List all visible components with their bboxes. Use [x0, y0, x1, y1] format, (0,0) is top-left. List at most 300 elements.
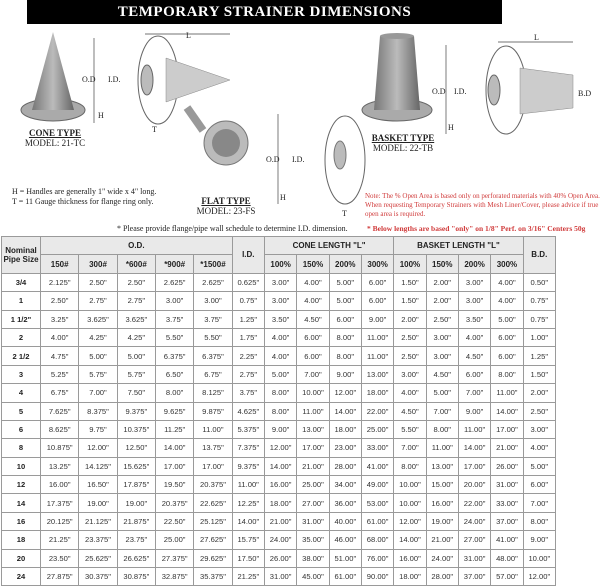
table-cell: 14.125"	[79, 457, 117, 475]
table-cell: 24.00"	[264, 531, 296, 549]
table-cell: 3.00"	[458, 273, 490, 291]
subheader-cell: 150%	[426, 255, 458, 273]
cone-H-label: H	[98, 111, 104, 120]
basket-H-label: H	[448, 123, 454, 132]
table-cell: 8.625"	[41, 420, 79, 438]
table-cell: 14.00"	[458, 439, 490, 457]
table-cell: 19.00"	[426, 512, 458, 530]
subheader-cell: 300%	[491, 255, 523, 273]
table-cell: 24.00"	[458, 512, 490, 530]
table-cell: 12.25"	[232, 494, 264, 512]
table-cell: 25.625"	[79, 549, 117, 567]
table-cell: 12.00"	[264, 439, 296, 457]
table-cell: 14.00"	[329, 402, 361, 420]
table-cell: 11.00"	[232, 476, 264, 494]
cone-model-label: MODEL: 21-TC	[24, 138, 86, 148]
table-row	[2, 420, 556, 438]
flat-H-label: H	[280, 193, 286, 202]
table-cell: 4.50"	[394, 402, 426, 420]
table-cell: 12.00"	[79, 439, 117, 457]
table-cell: 3.00"	[458, 292, 490, 310]
header-id: I.D.	[232, 237, 264, 274]
table-cell: 2.625"	[194, 273, 232, 291]
table-cell: 14.00"	[264, 457, 296, 475]
table-cell: 8.00"	[264, 402, 296, 420]
table-row	[2, 476, 556, 494]
table-row	[2, 549, 556, 567]
table-cell: 5.75"	[117, 365, 155, 383]
table-cell: 17.50"	[232, 549, 264, 567]
table-cell: 9.875"	[194, 402, 232, 420]
pipe-size-cell: 5	[2, 402, 41, 420]
table-cell: 22.50"	[155, 512, 193, 530]
table-cell: 21.00"	[491, 439, 523, 457]
table-cell: 10.00"	[523, 549, 555, 567]
table-cell: 10.875"	[41, 439, 79, 457]
basket-type-label: BASKET TYPE	[371, 133, 435, 143]
table-cell: 40.00"	[329, 512, 361, 530]
table-cell: 11.00"	[458, 420, 490, 438]
table-cell: 11.00"	[361, 347, 393, 365]
table-cell: 6.00"	[361, 273, 393, 291]
table-cell: 8.00"	[329, 347, 361, 365]
table-row	[2, 328, 556, 346]
open-area-note: Note: The % Open Area is based only on perforated materials with 40% Open Area. When requesting Temporary Strainers with Mesh Liner/Cover, please advice if true open area is required.	[365, 192, 600, 218]
table-cell: 21.25"	[41, 531, 79, 549]
table-cell: 35.00"	[297, 531, 329, 549]
lengths-note: * Below lengths are based "only" on 1/8" Perf. on 3/16" Centers 50g	[367, 224, 586, 233]
table-cell: 4.00"	[264, 328, 296, 346]
table-cell: 9.00"	[264, 420, 296, 438]
table-cell: 3.50"	[264, 310, 296, 328]
table-cell: 8.00"	[523, 512, 555, 530]
schedule-note: * Please provide flange/pipe wall schedule to determine I.D. dimension.	[117, 224, 348, 233]
table-cell: 20.375"	[155, 494, 193, 512]
table-cell: 6.00"	[297, 347, 329, 365]
table-cell: 22.00"	[361, 402, 393, 420]
pipe-size-cell: 1	[2, 292, 41, 310]
pipe-size-cell: 2 1/2	[2, 347, 41, 365]
table-cell: 3.00"	[426, 347, 458, 365]
table-cell: 3.625"	[79, 310, 117, 328]
table-cell: 1.75"	[232, 328, 264, 346]
table-cell: 6.00"	[329, 310, 361, 328]
table-cell: 9.75"	[79, 420, 117, 438]
table-cell: 3.00"	[194, 292, 232, 310]
table-cell: 16.50"	[79, 476, 117, 494]
table-cell: 0.75"	[232, 292, 264, 310]
table-cell: 19.00"	[117, 494, 155, 512]
table-cell: 8.125"	[194, 384, 232, 402]
table-cell: 4.50"	[426, 365, 458, 383]
table-cell: 27.875"	[41, 568, 79, 586]
table-cell: 12.00"	[394, 512, 426, 530]
table-cell: 68.00"	[361, 531, 393, 549]
table-cell: 23.50"	[41, 549, 79, 567]
subheader-cell: 300%	[361, 255, 393, 273]
table-row	[2, 310, 556, 328]
table-cell: 45.00"	[297, 568, 329, 586]
gauge-note: T = 11 Gauge thickness for flange ring only.	[12, 197, 154, 206]
basket-dimension-diagram	[432, 30, 600, 140]
table-cell: 2.50"	[394, 328, 426, 346]
table-cell: 4.00"	[297, 292, 329, 310]
table-cell: 11.00"	[297, 402, 329, 420]
subheader-cell: 100%	[264, 255, 296, 273]
table-cell: 46.00"	[329, 531, 361, 549]
table-cell: 6.50"	[155, 365, 193, 383]
cone-strainer-photo	[18, 30, 88, 125]
table-cell: 3.00"	[426, 328, 458, 346]
table-cell: 17.00"	[458, 457, 490, 475]
table-cell: 25.125"	[194, 512, 232, 530]
table-cell: 7.375"	[232, 439, 264, 457]
table-cell: 25.00"	[297, 476, 329, 494]
table-cell: 1.25"	[523, 347, 555, 365]
table-cell: 2.75"	[232, 365, 264, 383]
table-cell: 27.625"	[194, 531, 232, 549]
table-cell: 22.00"	[458, 494, 490, 512]
table-cell: 9.625"	[155, 402, 193, 420]
table-cell: 0.50"	[523, 273, 555, 291]
table-cell: 3.00"	[264, 273, 296, 291]
table-row	[2, 402, 556, 420]
table-cell: 5.375"	[232, 420, 264, 438]
table-cell: 20.125"	[41, 512, 79, 530]
table-cell: 8.00"	[329, 328, 361, 346]
table-cell: 53.00"	[361, 494, 393, 512]
table-cell: 11.00"	[194, 420, 232, 438]
table-cell: 17.875"	[117, 476, 155, 494]
subheader-cell: 150%	[297, 255, 329, 273]
table-row	[2, 457, 556, 475]
header-nominal-pipe-size: Nominal Pipe Size	[2, 237, 41, 274]
pipe-size-cell: 4	[2, 384, 41, 402]
table-cell: 5.00"	[426, 384, 458, 402]
pipe-size-cell: 6	[2, 420, 41, 438]
table-cell: 76.00"	[361, 549, 393, 567]
flat-dimension-diagram	[266, 110, 370, 220]
table-cell: 2.50"	[394, 347, 426, 365]
table-cell: 3.50"	[458, 310, 490, 328]
table-cell: 13.00"	[426, 457, 458, 475]
table-cell: 41.00"	[361, 457, 393, 475]
table-cell: 2.00"	[523, 384, 555, 402]
table-cell: 10.00"	[394, 494, 426, 512]
table-cell: 1.50"	[523, 365, 555, 383]
table-cell: 3.00"	[394, 365, 426, 383]
table-cell: 18.00"	[264, 494, 296, 512]
table-cell: 26.625"	[117, 549, 155, 567]
table-cell: 28.00"	[329, 457, 361, 475]
pipe-size-cell: 14	[2, 494, 41, 512]
table-cell: 2.50"	[426, 310, 458, 328]
flat-ID-label: I.D.	[292, 155, 305, 164]
table-row	[2, 292, 556, 310]
table-cell: 4.50"	[297, 310, 329, 328]
table-cell: 17.00"	[491, 420, 523, 438]
table-cell: 3.75"	[232, 384, 264, 402]
table-cell: 19.50"	[155, 476, 193, 494]
table-cell: 37.00"	[491, 512, 523, 530]
header-bd: B.D.	[523, 237, 555, 274]
table-cell: 2.25"	[232, 347, 264, 365]
table-cell: 11.00"	[426, 439, 458, 457]
table-cell: 33.00"	[361, 439, 393, 457]
table-cell: 2.00"	[426, 273, 458, 291]
table-cell: 21.00"	[426, 531, 458, 549]
table-cell: 6.00"	[458, 365, 490, 383]
table-cell: 6.00"	[297, 328, 329, 346]
table-cell: 20.375"	[194, 476, 232, 494]
table-cell: 7.00"	[297, 365, 329, 383]
pipe-size-cell: 18	[2, 531, 41, 549]
header-cone-length: CONE LENGTH "L"	[264, 237, 393, 255]
table-cell: 4.00"	[458, 328, 490, 346]
cone-L-label: L	[186, 31, 191, 40]
table-cell: 16.00"	[41, 476, 79, 494]
header-basket-length: BASKET LENGTH "L"	[394, 237, 523, 255]
table-cell: 13.00"	[297, 420, 329, 438]
table-cell: 15.75"	[232, 531, 264, 549]
table-cell: 2.00"	[394, 310, 426, 328]
pipe-size-cell: 2	[2, 328, 41, 346]
table-cell: 11.25"	[155, 420, 193, 438]
table-cell: 4.00"	[41, 328, 79, 346]
basket-model-label: MODEL: 22-TB	[372, 143, 434, 153]
cone-ID-label: I.D.	[108, 75, 121, 84]
table-cell: 4.00"	[491, 292, 523, 310]
subheader-cell: 200%	[329, 255, 361, 273]
table-cell: 12.00"	[329, 384, 361, 402]
table-cell: 9.00"	[458, 402, 490, 420]
table-cell: 25.00"	[361, 420, 393, 438]
basket-BD-label: B.D	[578, 89, 592, 98]
basket-L-label: L	[534, 33, 539, 42]
table-cell: 14.00"	[232, 512, 264, 530]
table-cell: 29.625"	[194, 549, 232, 567]
table-cell: 17.00"	[194, 457, 232, 475]
table-cell: 22.625"	[194, 494, 232, 512]
table-cell: 1.50"	[394, 273, 426, 291]
table-cell: 5.00"	[523, 457, 555, 475]
table-cell: 17.00"	[155, 457, 193, 475]
table-cell: 26.00"	[491, 457, 523, 475]
table-cell: 2.125"	[41, 273, 79, 291]
table-cell: 25.00"	[155, 531, 193, 549]
table-cell: 8.00"	[426, 420, 458, 438]
table-cell: 1.50"	[394, 292, 426, 310]
table-cell: 2.75"	[117, 292, 155, 310]
table-cell: 11.00"	[491, 384, 523, 402]
pipe-size-cell: 1 1/2"	[2, 310, 41, 328]
table-cell: 20.00"	[458, 476, 490, 494]
subheader-cell: 300#	[79, 255, 117, 273]
table-cell: 3.00"	[155, 292, 193, 310]
table-cell: 0.75"	[523, 310, 555, 328]
table-cell: 8.00"	[491, 365, 523, 383]
table-row	[2, 365, 556, 383]
table-cell: 61.00"	[361, 512, 393, 530]
cone-T-label: T	[152, 125, 157, 134]
table-cell: 13.75"	[194, 439, 232, 457]
table-cell: 7.00"	[79, 384, 117, 402]
table-cell: 23.00"	[329, 439, 361, 457]
table-cell: 21.00"	[264, 512, 296, 530]
table-cell: 6.75"	[194, 365, 232, 383]
table-cell: 8.375"	[79, 402, 117, 420]
table-cell: 4.25"	[79, 328, 117, 346]
table-cell: 17.375"	[41, 494, 79, 512]
table-cell: 21.875"	[117, 512, 155, 530]
table-cell: 14.00"	[491, 402, 523, 420]
flat-strainer-photo	[188, 103, 253, 165]
table-cell: 27.375"	[155, 549, 193, 567]
table-cell: 30.375"	[79, 568, 117, 586]
table-cell: 27.00"	[297, 494, 329, 512]
table-cell: 8.00"	[155, 384, 193, 402]
table-cell: 12.50"	[117, 439, 155, 457]
table-cell: 21.125"	[79, 512, 117, 530]
table-cell: 0.625"	[232, 273, 264, 291]
pipe-size-cell: 16	[2, 512, 41, 530]
header-od: O.D.	[41, 237, 233, 255]
table-cell: 2.75"	[79, 292, 117, 310]
flat-T-label: T	[342, 209, 347, 218]
table-cell: 10.375"	[117, 420, 155, 438]
table-cell: 6.00"	[491, 347, 523, 365]
basket-strainer-photo	[360, 30, 435, 125]
table-cell: 4.00"	[523, 439, 555, 457]
table-cell: 31.00"	[297, 512, 329, 530]
subheader-cell: 100%	[394, 255, 426, 273]
table-cell: 4.00"	[394, 384, 426, 402]
table-cell: 2.50"	[523, 402, 555, 420]
table-cell: 2.50"	[41, 292, 79, 310]
table-cell: 18.00"	[329, 420, 361, 438]
table-cell: 10.00"	[297, 384, 329, 402]
table-cell: 11.00"	[361, 328, 393, 346]
pipe-size-cell: 8	[2, 439, 41, 457]
table-cell: 9.375"	[232, 457, 264, 475]
table-cell: 5.00"	[79, 347, 117, 365]
table-cell: 24.00"	[426, 549, 458, 567]
page-title: TEMPORARY STRAINER DIMENSIONS	[27, 0, 502, 24]
table-cell: 21.25"	[232, 568, 264, 586]
table-row	[2, 347, 556, 365]
pipe-size-cell: 24	[2, 568, 41, 586]
table-cell: 8.00"	[264, 384, 296, 402]
table-cell: 14.00"	[155, 439, 193, 457]
table-cell: 23.75"	[117, 531, 155, 549]
table-cell: 51.00"	[329, 549, 361, 567]
subheader-cell: *900#	[155, 255, 193, 273]
table-cell: 3.625"	[117, 310, 155, 328]
table-cell: 2.50"	[79, 273, 117, 291]
table-cell: 5.00"	[264, 365, 296, 383]
table-cell: 5.50"	[194, 328, 232, 346]
table-cell: 4.50"	[458, 347, 490, 365]
table-cell: 9.00"	[523, 531, 555, 549]
table-cell: 5.00"	[117, 347, 155, 365]
table-row	[2, 384, 556, 402]
table-cell: 35.375"	[194, 568, 232, 586]
table-cell: 30.875"	[117, 568, 155, 586]
table-row	[2, 494, 556, 512]
table-cell: 49.00"	[361, 476, 393, 494]
table-cell: 13.00"	[361, 365, 393, 383]
table-cell: 4.00"	[297, 273, 329, 291]
table-cell: 9.375"	[117, 402, 155, 420]
table-cell: 19.00"	[79, 494, 117, 512]
pipe-size-cell: 3	[2, 365, 41, 383]
table-cell: 27.00"	[458, 531, 490, 549]
basket-ID-label: I.D.	[454, 87, 467, 96]
table-cell: 4.25"	[117, 328, 155, 346]
table-cell: 6.00"	[491, 328, 523, 346]
table-cell: 15.625"	[117, 457, 155, 475]
table-cell: 26.00"	[264, 549, 296, 567]
table-cell: 18.00"	[361, 384, 393, 402]
table-cell: 7.50"	[117, 384, 155, 402]
table-cell: 6.75"	[41, 384, 79, 402]
table-cell: 1.00"	[523, 328, 555, 346]
table-cell: 38.00"	[297, 549, 329, 567]
table-cell: 37.00"	[458, 568, 490, 586]
table-cell: 2.625"	[155, 273, 193, 291]
table-row	[2, 568, 556, 586]
table-cell: 1.25"	[232, 310, 264, 328]
basket-OD-label: O.D	[432, 87, 446, 96]
table-cell: 4.75"	[41, 347, 79, 365]
dimensions-table	[1, 236, 556, 586]
table-cell: 9.00"	[329, 365, 361, 383]
flat-OD-label: O.D	[266, 155, 280, 164]
table-cell: 5.75"	[79, 365, 117, 383]
table-cell: 12.00"	[523, 568, 555, 586]
table-cell: 36.00"	[329, 494, 361, 512]
table-cell: 3.75"	[155, 310, 193, 328]
table-cell: 2.50"	[117, 273, 155, 291]
table-cell: 5.00"	[329, 273, 361, 291]
subheader-cell: *600#	[117, 255, 155, 273]
table-cell: 31.00"	[264, 568, 296, 586]
table-cell: 4.00"	[264, 347, 296, 365]
table-cell: 15.00"	[426, 476, 458, 494]
table-cell: 48.00"	[491, 549, 523, 567]
flat-model-label: MODEL: 23-FS	[196, 206, 256, 216]
table-cell: 10.00"	[394, 476, 426, 494]
table-cell: 16.00"	[264, 476, 296, 494]
table-cell: 28.00"	[426, 568, 458, 586]
table-cell: 41.00"	[491, 531, 523, 549]
cone-type-label: CONE TYPE	[28, 128, 82, 138]
table-cell: 4.00"	[491, 273, 523, 291]
table-cell: 3.75"	[194, 310, 232, 328]
table-cell: 7.00"	[394, 439, 426, 457]
table-cell: 14.00"	[394, 531, 426, 549]
table-cell: 61.00"	[329, 568, 361, 586]
table-cell: 6.00"	[523, 476, 555, 494]
table-row	[2, 531, 556, 549]
table-cell: 3.00"	[264, 292, 296, 310]
table-cell: 21.00"	[297, 457, 329, 475]
table-row	[2, 512, 556, 530]
table-cell: 16.00"	[426, 494, 458, 512]
pipe-size-cell: 3/4	[2, 273, 41, 291]
table-cell: 7.00"	[426, 402, 458, 420]
cone-OD-label: O.D	[82, 75, 96, 84]
